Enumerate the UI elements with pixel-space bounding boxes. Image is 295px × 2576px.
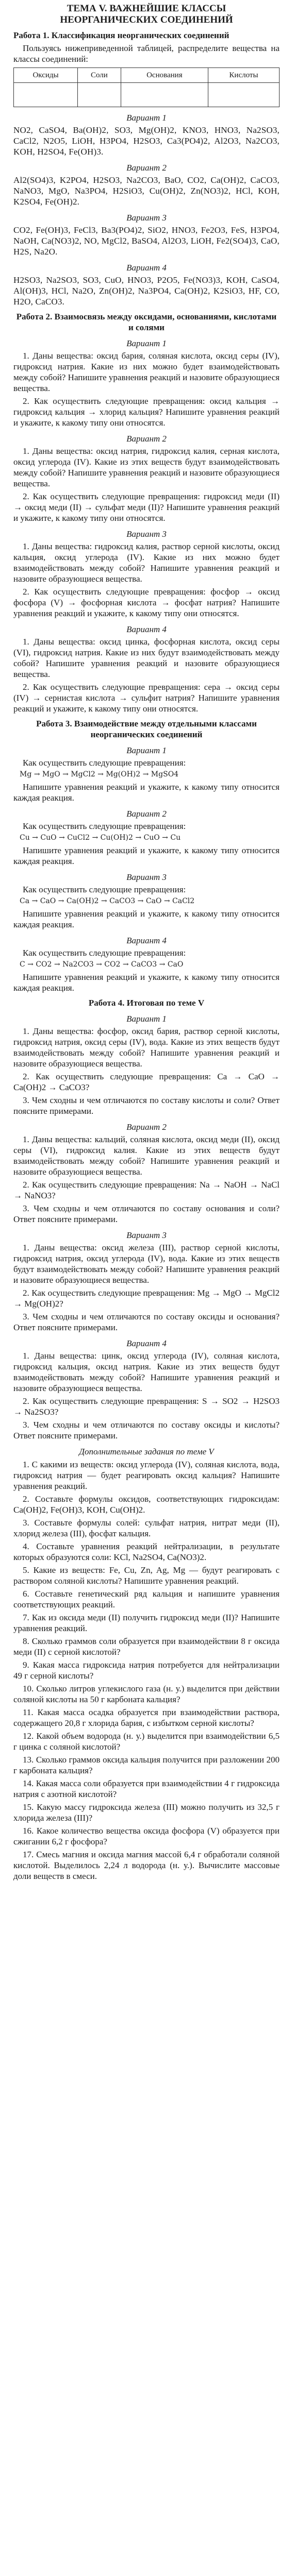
task-intro: Как осуществить следующие превращения:: [23, 758, 186, 768]
table-cell: [208, 83, 279, 107]
extra-task: 4. Составьте уравнения реакций нейтрализации, в результате которых образуются соли: KCl, Na2SO4, Ca(NO3)2.: [13, 1541, 280, 1562]
table-header-salts: Соли: [78, 68, 121, 83]
variant-label: Вариант 3: [126, 529, 167, 539]
extra-task: 2. Составьте формулы оксидов, соответствующих гидроксидам: Ca(OH)2, Fe(OH)3, KOH, Cu(OH)2.: [13, 1494, 280, 1515]
extra-tasks-heading: Дополнительные задания по теме V: [79, 1447, 214, 1456]
extra-task: 17. Смесь магния и оксида магния массой 6,4 г обработали соляной кислотой. Выделилось 2,24 л водорода (н. у.). Вычислите массовые доли веществ в смеси.: [13, 1850, 280, 1881]
task-text: 2. Как осуществить следующие превращения: гидроксид меди (II) → оксид меди (II) → сульфат меди (II)? Напишите уравнения реакций и укажите, к какому типу они относятся.: [13, 492, 280, 523]
classification-table-row: [14, 83, 280, 107]
extra-task: 16. Какое количество вещества оксида фосфора (V) образуется при сжигании 6,2 г фосфора?: [13, 1826, 280, 1846]
variant-label: Вариант 2: [126, 1122, 167, 1132]
task-text: 2. Как осуществить следующие превращения: Ca → CaO → Ca(OH)2 → CaCO3?: [13, 1072, 280, 1092]
extra-task: 5. Какие из веществ: Fe, Cu, Zn, Ag, Mg — будут реагировать с раствором соляной кислоты? Напишите уравнения реакций.: [13, 1565, 280, 1586]
variant-label: Вариант 2: [126, 809, 167, 819]
variant-label: Вариант 1: [126, 1014, 167, 1024]
extra-task: 1. С какими из веществ: оксид углерода (IV), соляная кислота, вода, гидроксид натрия — будет реагировать оксид кальция? Напишите уравнения реакций.: [13, 1460, 280, 1491]
extra-task: 6. Составьте генетический ряд кальция и напишите уравнения соответствующих реакций.: [13, 1589, 280, 1609]
task-intro: Как осуществить следующие превращения:: [23, 885, 186, 894]
classification-table: [13, 67, 280, 107]
task-text: 1. Даны вещества: оксид бария, соляная кислота, оксид серы (IV), гидроксид натрия. Какие из них можно будет взаимодействовать между собой? Напишите уравнения реакций и назовите образующиеся вещества.: [13, 351, 280, 393]
work1-instruction: Пользуясь нижеприведенной таблицей, распределите вещества на классы соединений:: [13, 43, 280, 64]
formula-list: H2SO3, Na2SO3, SO3, CuO, HNO3, P2O5, Fe(NO3)3, KOH, CaSO4, Al(OH)3, HCl, Na2O, Zn(OH)2, Na3PO4, Ca(OH)2, K2SiO3, HF, CO, H2O, CaCO3.: [13, 275, 280, 307]
task-intro: Как осуществить следующие превращения:: [23, 948, 186, 958]
task-text: 1. Даны вещества: цинк, оксид углерода (IV), соляная кислота, гидроксид кальция, оксид натрия. Какие из этих веществ будут взаимодействовать между собой? Напишите уравнения реакций и назовите образующиеся вещества.: [13, 1351, 280, 1393]
extra-task: 15. Какую массу гидроксида железа (III) можно получить из 32,5 г хлорида железа (III)?: [13, 1802, 280, 1823]
table-header-oxides: Оксиды: [14, 68, 78, 83]
transformation-scheme: Cu → CuO → CuCl2 → Cu(OH)2 → CuO → Cu: [20, 834, 181, 842]
task-text: 3. Чем сходны и чем отличаются по составу оксиды и основания? Ответ поясните примерами.: [13, 1312, 280, 1332]
task-text: 3. Чем сходны и чем отличаются по составу оксиды и кислоты? Ответ поясните примерами.: [13, 1420, 280, 1440]
extra-task: 7. Как из оксида меди (II) получить гидроксид меди (II)? Напишите уравнения реакций.: [13, 1613, 280, 1633]
extra-task: 8. Сколько граммов соли образуется при взаимодействии 8 г оксида меди (II) с серной кислотой?: [13, 1636, 280, 1657]
transformation-scheme: Ca → CaO → Ca(OH)2 → CaCO3 → CaO → CaCl2: [20, 897, 195, 905]
task-text: 1. Даны вещества: оксид натрия, гидроксид калия, серная кислота, оксид углерода (IV). Какие из этих веществ будут взаимодействовать между собой? Напишите уравнения реакций и назовите образующиеся вещества.: [13, 446, 280, 488]
transformation-scheme: Mg → MgO → MgCl2 → Mg(OH)2 → MgSO4: [20, 770, 179, 778]
task-text: 2. Как осуществить следующие превращения: S → SO2 → H2SO3 → Na2SO3?: [13, 1396, 280, 1417]
variant-label: Вариант 2: [126, 434, 167, 444]
task-text: 2. Как осуществить следующие превращения: Mg → MgO → MgCl2 → Mg(OH)2?: [13, 1288, 280, 1309]
transformation-scheme: C → CO2 → Na2CO3 → CO2 → CaCO3 → CaO: [20, 960, 184, 969]
task-text: 2. Как осуществить следующие превращения: сера → оксид серы (IV) → сернистая кислота → сульфит натрия? Напишите уравнения реакций и укажите, к какому типу они относятся.: [13, 682, 280, 714]
work1-section: [13, 30, 280, 307]
task-text: 1. Даны вещества: фосфор, оксид бария, раствор серной кислоты, гидроксид натрия, оксид серы (IV), вода. Какие из этих веществ будут взаимодействовать между собой? Напишите уравнения реакций и назовите образующиеся вещества.: [13, 1026, 280, 1069]
extra-task: 11. Какая масса осадка образуется при взаимодействии раствора, содержащего 20,8 г хлорида бария, с избытком серной кислоты?: [13, 1707, 280, 1728]
table-header-acids: Кислоты: [208, 68, 279, 83]
extra-task: 12. Какой объем водорода (н. у.) выделится при взаимодействии 6,5 г цинка с соляной кислотой?: [13, 1731, 280, 1752]
extra-task: 3. Составьте формулы солей: сульфат натрия, нитрат меди (II), хлорид железа (III), фосфат кальция.: [13, 1518, 280, 1538]
task-text: 2. Как осуществить следующие превращения: Na → NaOH → NaCl → NaNO3?: [13, 1180, 280, 1200]
task-text: 3. Чем сходны и чем отличаются по составу основания и соли? Ответ поясните примерами.: [13, 1204, 280, 1224]
task-outro: Напишите уравнения реакций и укажите, к какому типу относится каждая реакция.: [13, 909, 280, 929]
variant-label: Вариант 4: [126, 624, 167, 634]
task-text: 1. Даны вещества: оксид цинка, фосфорная кислота, оксид серы (VI), гидроксид натрия. Какие из них будут взаимодействовать между собой? Напишите уравнения реакций и назовите образующиеся вещества.: [13, 637, 280, 679]
task-text: 1. Даны вещества: кальций, соляная кислота, оксид меди (II), оксид серы (VI), гидроксид калия. Какие из этих веществ будут взаимодействовать между собой? Напишите уравнения реакций и назовите образующиеся вещества.: [13, 1134, 280, 1177]
variant-label: Вариант 4: [126, 936, 167, 945]
task-intro: Как осуществить следующие превращения:: [23, 821, 186, 831]
work2-heading: Работа 2. Взаимосвязь между оксидами, основаниями, кислотами и солями: [16, 312, 277, 332]
task-text: 1. Даны вещества: оксид железа (III), раствор серной кислоты, гидроксид натрия, оксид углерода (IV), вода. Какие из этих веществ будут взаимодействовать между собой? Напишите уравнения реакций и назовите образующиеся вещества.: [13, 1243, 280, 1285]
extra-task: 13. Сколько граммов оксида кальция получится при разложении 200 г карбоната кальция?: [13, 1755, 280, 1775]
variant-label: Вариант 1: [126, 113, 167, 123]
variant-label: Вариант 4: [126, 1338, 167, 1348]
variant-label: Вариант 1: [126, 338, 167, 348]
variant-label: Вариант 3: [126, 1230, 167, 1240]
task-outro: Напишите уравнения реакций и укажите, к какому типу относится каждая реакция.: [13, 972, 280, 993]
formula-list: NO2, CaSO4, Ba(OH)2, SO3, Mg(OH)2, KNO3, HNO3, Na2SO3, CaCl2, N2O5, LiOH, H3PO4, H2SO3, Ca3(PO4)2, Al2O3, Na2CO3, KOH, H2SO4, Fe(OH)3.: [13, 125, 280, 157]
task-text: 2. Как осуществить следующие превращения: фосфор → оксид фосфора (V) → фосфорная кислота → фосфат натрия? Напишите уравнения реакций и укажите, к какому типу они относятся.: [13, 587, 280, 618]
table-cell: [78, 83, 121, 107]
variant-label: Вариант 1: [126, 745, 167, 755]
extra-tasks-section: [13, 1446, 280, 1882]
task-text: 2. Как осуществить следующие превращения: оксид кальция → гидроксид кальция → хлорид кальция? Напишите уравнения реакций и укажите, к какому типу они относятся.: [13, 396, 280, 428]
extra-task: 9. Какая масса гидроксида натрия потребуется для нейтрализации 49 г серной кислоты?: [13, 1660, 280, 1681]
extra-task: 10. Сколько литров углекислого газа (н. у.) выделится при действии соляной кислоты на 50 г карбоната кальция?: [13, 1684, 280, 1704]
task-text: 3. Чем сходны и чем отличаются по составу кислоты и соли? Ответ поясните примерами.: [13, 1095, 280, 1116]
work4-section: [13, 997, 280, 1441]
work2-section: [13, 311, 280, 714]
variant-label: Вариант 3: [126, 213, 167, 223]
table-header-bases: Основания: [121, 68, 208, 83]
work1-heading: Работа 1. Классификация неорганических соединений: [13, 30, 230, 40]
task-outro: Напишите уравнения реакций и укажите, к какому типу относится каждая реакция.: [13, 845, 280, 866]
task-text: 1. Даны вещества: гидроксид калия, раствор серной кислоты, оксид кальция, оксид углерода (IV). Какие из них можно будет взаимодействовать между собой? Напишите уравнения реакций и назовите образующиеся вещества.: [13, 541, 280, 584]
variant-label: Вариант 2: [126, 163, 167, 173]
classification-table-header: [14, 68, 280, 83]
variant-label: Вариант 3: [126, 872, 167, 882]
table-cell: [121, 83, 208, 107]
document-title-line2: НЕОРГАНИЧЕСКИХ СОЕДИНЕНИЙ: [60, 14, 233, 25]
formula-list: Al2(SO4)3, K2PO4, H2SO3, Na2CO3, BaO, CO2, Ca(OH)2, CaCO3, NaNO3, MgO, Na3PO4, H2SiO3, Cu(OH)2, Zn(NO3)2, HCl, KOH, K2SO4, Fe(OH)2.: [13, 175, 280, 207]
work3-section: [13, 718, 280, 993]
formula-list: CO2, Fe(OH)3, FeCl3, Ba3(PO4)2, SiO2, HNO3, Fe2O3, FeS, H3PO4, NaOH, Ca(NO3)2, NO, MgCl2, BaSO4, Al2O3, LiOH, Fe2(SO4)3, CaO, H2S, Na2O.: [13, 225, 280, 257]
work4-heading: Работа 4. Итоговая по теме V: [88, 998, 205, 1008]
variant-label: Вариант 4: [126, 263, 167, 273]
task-outro: Напишите уравнения реакций и укажите, к какому типу относится каждая реакция.: [13, 782, 280, 803]
extra-task: 14. Какая масса соли образуется при взаимодействии 4 г гидроксида натрия с азотной кислотой?: [13, 1778, 280, 1799]
document-title: ТЕМА V. ВАЖНЕЙШИЕ КЛАССЫ: [67, 3, 226, 14]
work3-heading: Работа 3. Взаимодействие между отдельными классами неорганических соединений: [36, 719, 257, 739]
table-cell: [14, 83, 78, 107]
